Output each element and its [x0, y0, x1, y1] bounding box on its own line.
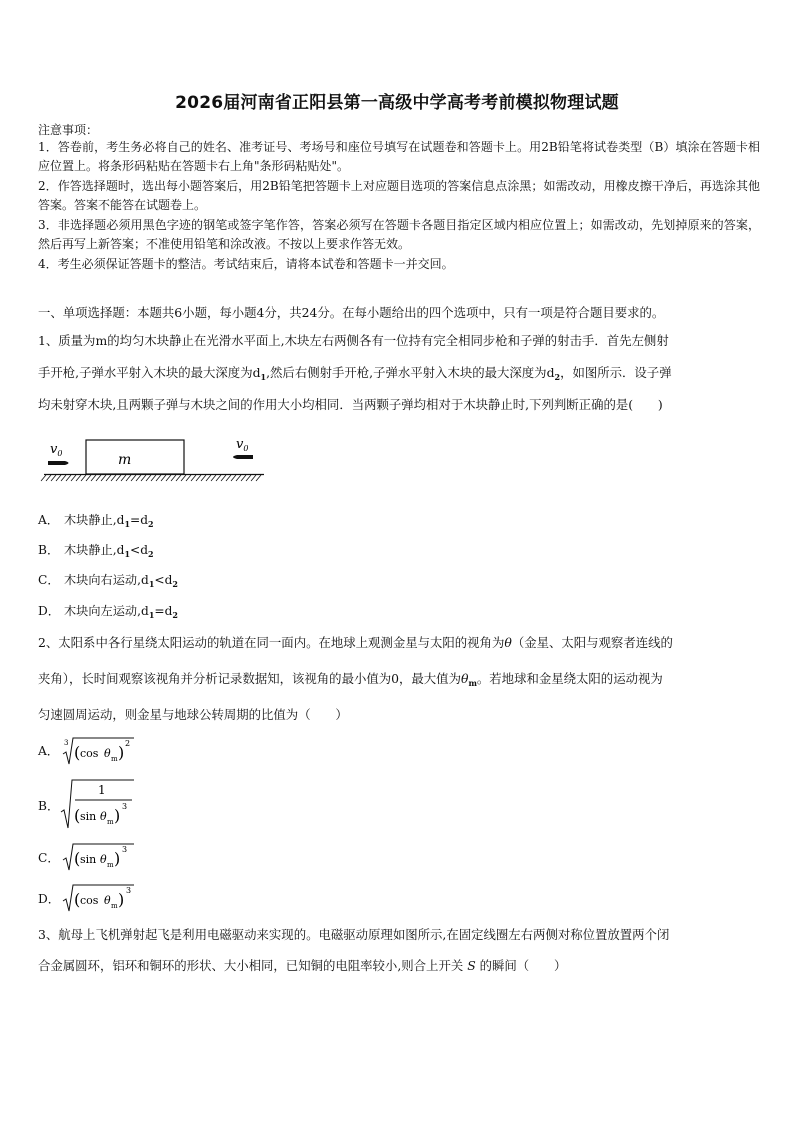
svg-text:3: 3: [122, 845, 128, 854]
svg-text:sin: sin: [80, 810, 97, 823]
svg-text:1: 1: [98, 783, 106, 797]
svg-text:3: 3: [64, 739, 69, 747]
q2-option-a-label: A．: [38, 744, 59, 758]
q1-line-2b: ,然后右侧射手开枪,子弹水平射入木块的最大深度为d: [266, 365, 555, 380]
bullet-left-icon: [48, 461, 69, 465]
notice-item-4: 4．考生必须保证答题卡的整洁。考试结束后，请将本试卷和答题卡一并交回。: [38, 257, 454, 271]
q1-option-c: C． 木块向右运动$,d_1<d_2$: [38, 573, 178, 589]
q2-option-c-formula: [62, 840, 142, 874]
q1-d2-sub: 2: [554, 372, 561, 382]
q1-option-d: D． 木块向左运动$,d_1=d_2$: [38, 604, 178, 620]
svg-text:(: (: [74, 890, 81, 909]
q1-line-2c: ，如图所示．设子弹: [560, 365, 672, 380]
q2-option-d-label: D．: [38, 892, 60, 906]
section-heading: 一、单项选择题：本题共6小题，每小题4分，共24分。在每小题给出的四个选项中，只有一项是符合题目要求的。: [38, 305, 665, 320]
notice-item-2: 2．作答选择题时，选出每小题答案后，用2B铅笔把答题卡上对应题目选项的答案信息点涂黑；如需改动，用橡皮擦干净后，再选涂其他答案。答案不能答在试题卷上。: [38, 179, 760, 212]
svg-text:θ: θ: [104, 894, 111, 907]
svg-text:θ: θ: [100, 810, 107, 823]
q2-option-b-label: B．: [38, 799, 60, 813]
svg-text:2: 2: [125, 739, 131, 748]
theta-m-symbol: $\theta_m$: [460, 671, 477, 688]
q1-line-2a: 手开枪,子弹水平射入木块的最大深度为d: [38, 365, 261, 380]
svg-text:m: m: [111, 755, 118, 763]
q1-d1-sub: 1: [260, 372, 267, 382]
page-title: 2026届河南省正阳县第一高级中学高考考前模拟物理试题: [175, 93, 619, 113]
q2-line-1: 2、太阳系中各行星绕太阳运动的轨道在同一面内。在地球上观测金星与太阳的视角为θ（金星、太阳与观察者连线的: [38, 635, 673, 650]
q2-option-b-formula: [60, 778, 140, 830]
q2-option-d-formula: [62, 881, 142, 915]
notice-item-3: 3．非选择题必须用黑色字迹的钢笔或签字笔作答，答案必须写在答题卡各题目指定区域内相应位置上；如需改动，先划掉原来的答案，然后再写上新答案；不准使用铅笔和涂改液。不按以上要求作答无效。: [38, 218, 760, 251]
theta-symbol: θ: [504, 635, 512, 650]
q2-option-a-formula: [62, 734, 142, 768]
svg-text:m: m: [107, 818, 114, 826]
q3-line-1: 3、航母上飞机弹射起飞是利用电磁驱动来实现的。电磁驱动原理如图所示,在固定线圈左右两侧对称位置放置两个闭: [38, 927, 670, 942]
q2-option-c-label: C．: [38, 851, 60, 865]
svg-text:): ): [114, 806, 121, 825]
bullet-right-icon: [233, 455, 253, 459]
switch-s-symbol: S: [467, 958, 476, 973]
svg-text:): ): [118, 890, 125, 909]
q3-line-2: 合金属圆环，铝环和铜环的形状、大小相同，已知铜的电阻率较小,则合上开关 S 的瞬间（ ）: [38, 958, 567, 973]
q1-figure: [40, 434, 270, 486]
q1-option-b: B． 木块静止$,d_1<d_2$: [38, 543, 154, 559]
svg-text:): ): [118, 743, 125, 762]
notice-item-1: 1．答卷前，考生务必将自己的姓名、准考证号、考场号和座位号填写在试题卷和答题卡上。用2B铅笔将试卷类型（B）填涂在答题卡相应位置上。将条形码粘贴在答题卡右上角"条形码粘贴处"。: [38, 140, 760, 173]
svg-text:cos: cos: [80, 894, 99, 907]
svg-text:(: (: [74, 849, 81, 868]
q1-line-3: 均未射穿木块,且两颗子弹与木块之间的作用大小均相同．当两颗子弹均相对于木块静止时,下列判断正确的是( ): [38, 397, 663, 412]
q1-option-a: A． 木块静止$,d_1=d_2$: [38, 513, 154, 529]
svg-text:(: (: [74, 743, 81, 762]
notice-heading: 注意事项：: [38, 123, 99, 137]
svg-text:θ: θ: [104, 747, 111, 760]
svg-text:(: (: [74, 806, 81, 825]
block-mass-label: m: [118, 452, 132, 468]
v0-left-label: $v_0$: [50, 442, 63, 458]
q1-line-2: [38, 364, 768, 386]
ground-hatching: [41, 475, 261, 481]
svg-text:cos: cos: [80, 747, 99, 760]
q1-line-1: 1、质量为m的均匀木块静止在光滑水平面上,木块左右两侧各有一位持有完全相同步枪和子弹的射击手．首先左侧射: [38, 333, 669, 348]
svg-text:m: m: [107, 861, 114, 869]
svg-text:3: 3: [126, 886, 132, 895]
svg-text:): ): [114, 849, 121, 868]
svg-text:3: 3: [122, 802, 128, 811]
svg-text:sin: sin: [80, 853, 97, 866]
q2-line-3: 匀速圆周运动，则金星与地球公转周期的比值为（ ）: [38, 707, 348, 722]
v0-right-label: $v_0$: [236, 437, 249, 453]
svg-text:θ: θ: [100, 853, 107, 866]
wood-block: [86, 440, 184, 474]
svg-text:m: m: [111, 902, 118, 910]
q2-line-2: 夹角），长时间观察该视角并分析记录数据知，该视角的最小值为0，最大值为$\theta_m$。若地球和金星绕太阳的运动视为: [38, 671, 663, 688]
